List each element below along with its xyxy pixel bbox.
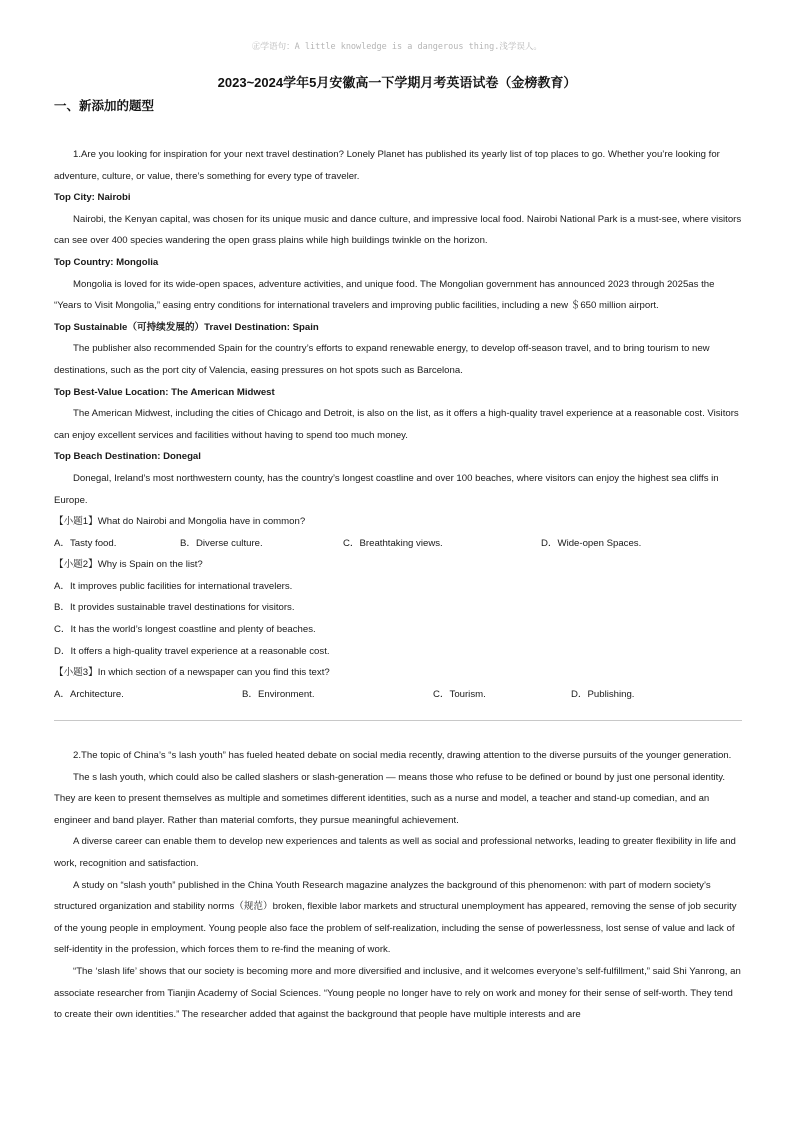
q1-heading-country: Top Country: Mongolia bbox=[54, 256, 159, 268]
option-d[interactable]: D．Wide-open Spaces. bbox=[541, 537, 642, 549]
q1-para-donegal: Donegal, Ireland’s most northwestern county, has the country’s longest coastline and over 100 beaches, where visitors can enjoy the highest sea cliffs in Europe. bbox=[54, 472, 719, 506]
option-d[interactable]: D．Publishing. bbox=[571, 688, 635, 700]
option-a[interactable]: A．Architecture. bbox=[54, 688, 124, 700]
q2-para-1: 2.The topic of China’s “s lash youth” has fueled heated debate on social media recently, drawing attention to the diverse pursuits of the younger generation. bbox=[73, 750, 732, 761]
option-d[interactable]: D．It offers a high-quality travel experience at a reasonable cost. bbox=[54, 645, 330, 657]
q1-heading-value: Top Best-Value Location: The American Midwest bbox=[54, 386, 275, 398]
q1-para-midwest: The American Midwest, including the cities of Chicago and Detroit, is also on the list, as it offers a high-quality travel experience at a reasonable cost. Visitors can enjoy excellent services and facilities without having to spend too much money. bbox=[54, 408, 739, 441]
watermark: ㊣学语句：A little knowledge is a dangerous thing.浅学误人。 bbox=[252, 42, 542, 52]
q1-heading-beach: Top Beach Destination: Donegal bbox=[54, 451, 201, 463]
option-a[interactable]: A．It improves public facilities for international travelers. bbox=[54, 580, 293, 592]
q1-para-nairobi: Nairobi, the Kenyan capital, was chosen for its unique music and dance culture, and impressive local food. Nairobi National Park is a must-see, where visitors can see over 400 species wandering the open grass plains while high buildings twinkle on the horizon. bbox=[54, 213, 742, 247]
page-title: 2023~2024学年5月安徽高一下学期月考英语试卷（金榜教育） bbox=[217, 75, 577, 90]
q2-para-5: “The ‘slash life’ shows that our society is becoming more and more diversified and inclusive, and it welcomes everyone’s self-fulfillment,” said Shi Yanrong, an associate researcher from Tianjin Academy of Social Sciences. “Young people no longer have to rely on work and money for their sense of self-worth. They tend to create their own identities.” The researcher added that against the background that people have multiple interests and are bbox=[54, 965, 741, 1021]
section-heading: 一、新添加的题型 bbox=[54, 98, 155, 113]
q1-intro: 1.Are you looking for inspiration for your next travel destination? Lonely Planet has published its yearly list of top places to go. Whether you’re looking for adventure, culture, or value, there’s something for every type of traveler. bbox=[54, 149, 720, 182]
option-c[interactable]: C．It has the world’s longest coastline and plenty of beaches. bbox=[54, 624, 316, 636]
option-c[interactable]: C．Breathtaking views. bbox=[343, 537, 443, 549]
option-b[interactable]: B．Environment. bbox=[242, 688, 315, 700]
option-c[interactable]: C．Tourism. bbox=[433, 688, 486, 700]
option-b[interactable]: B．It provides sustainable travel destinations for visitors. bbox=[54, 602, 295, 614]
option-a[interactable]: A．Tasty food. bbox=[54, 537, 117, 549]
option-b[interactable]: B．Diverse culture. bbox=[180, 537, 263, 549]
subquestion-2: 【小题2】Why is Spain on the list? bbox=[54, 559, 203, 571]
q2-para-2: The s lash youth, which could also be called slashers or slash-generation — means those who refuse to be defined or bound by just one personal identity. They are keen to present themselves as multiple and sometimes different identities, such as a nurse and model, a teacher and stand-up comedian, and an engineer and band player. Rather than material comforts, they pursue meaningful achievement. bbox=[54, 771, 726, 826]
q1-heading-sustainable: Top Sustainable（可持续发展的）Travel Destination: Spain bbox=[54, 321, 319, 333]
subquestion-1: 【小题1】What do Nairobi and Mongolia have in common? bbox=[54, 516, 306, 528]
q1-para-spain: The publisher also recommended Spain for the country’s efforts to expand renewable energy, to develop off-season travel, and to bring tourism to new destinations, such as the port city of Valencia, easing pressures on hot spots such as Barcelona. bbox=[54, 343, 710, 376]
subquestion-3: 【小题3】In which section of a newspaper can you find this text? bbox=[54, 667, 330, 679]
question-divider bbox=[54, 720, 742, 721]
q1-para-mongolia: Mongolia is loved for its wide-open spaces, adventure activities, and unique food. The Mongolian government has announced 2023 through 2025as the “Years to Visit Mongolia,” easing entry conditions for international travelers and improving public facilities, including a new ＄650 million airport. bbox=[54, 278, 715, 312]
subquestion-3-options bbox=[54, 684, 742, 706]
q1-heading-city: Top City: Nairobi bbox=[54, 192, 131, 204]
q2-para-4: A study on “slash youth” published in the China Youth Research magazine analyzes the background of this phenomenon: with part of modern society’s structured organization and stability norms（规范）broken, flexible labor markets and structural unemployment has appeared, removing the sense of job security of the young people in employment. Young people also face the problem of self-realization, including the sense of powerlessness, lost sense of value and lack of self-identity in the profession, which forces them to re-find the meaning of work. bbox=[54, 879, 737, 956]
question-1 bbox=[54, 144, 742, 705]
q2-para-3: A diverse career can enable them to develop new experiences and talents as well as social and professional networks, leading to greater flexibility in life and work, recognition and satisfaction. bbox=[54, 836, 736, 869]
question-2 bbox=[54, 745, 742, 1026]
subquestion-1-options bbox=[54, 533, 742, 555]
